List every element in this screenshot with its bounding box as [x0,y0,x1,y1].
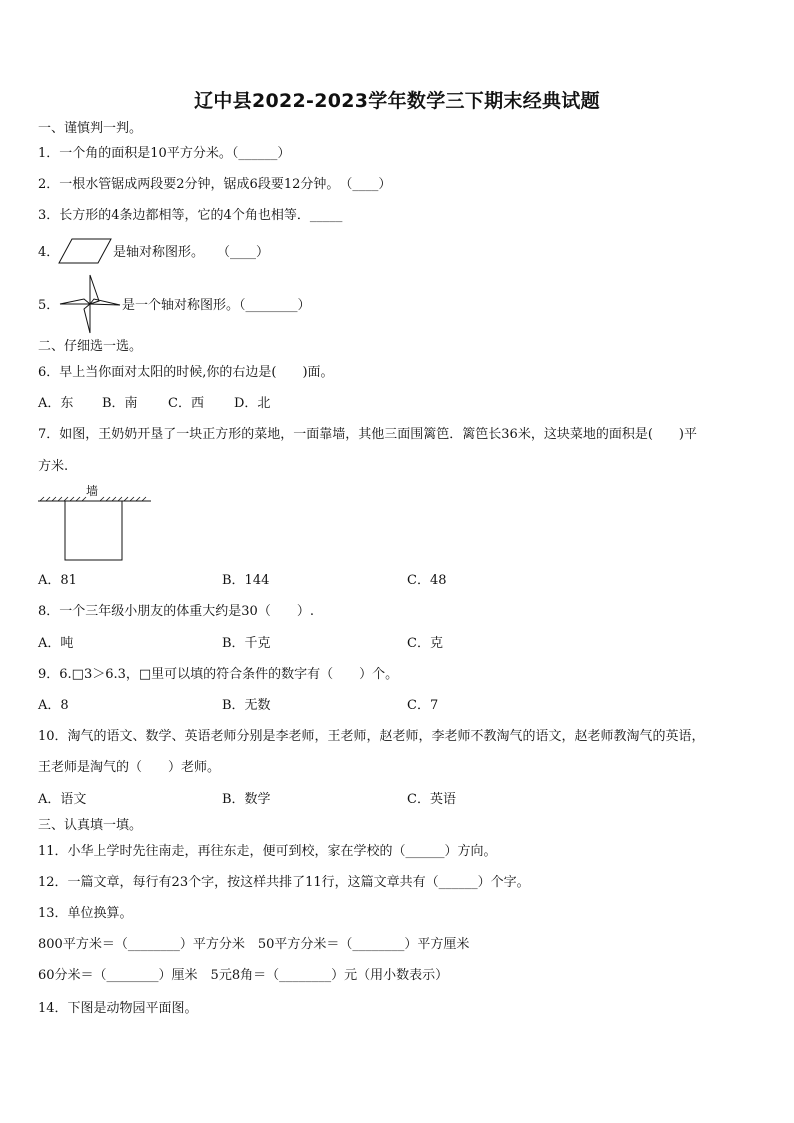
question-14: 14．下图是动物园平面图。 [38,1001,198,1016]
question-4-text: 是轴对称图形。 （____） [113,245,270,260]
section-1-heading: 一、谨慎判一判。 [38,121,143,136]
question-7-line-1: 7．如图，王奶奶开垦了一块正方形的菜地，一面靠墙，其他三面围篱笆．篱笆长36米，这块菜地的面积是( )平 [38,427,697,442]
q9-option-c: C．7 [407,698,439,713]
question-13-line-1: 800平方米＝（________）平方分米 50平方分米＝（________）平方厘米 [38,937,470,952]
parallelogram-figure [58,238,112,264]
q10-option-a: A．语文 [38,792,87,807]
question-3: 3．长方形的4条边都相等，它的4个角也相等．_____ [38,208,343,223]
q8-option-c: C．克 [407,636,443,651]
question-13-line-2: 60分米＝（________）厘米 5元8角＝（________）元（用小数表示） [38,968,449,983]
q8-option-b: B．千克 [222,636,271,651]
question-10-line-1: 10．淘气的语文、数学、英语老师分别是李老师，王老师，赵老师，李老师不教淘气的语文，赵老师教淘气的英语， [38,729,705,744]
q6-option-d: D．北 [234,396,271,411]
q6-option-a: A．东 [38,396,74,411]
page-title: 辽中县2022-2023学年数学三下期末经典试题 [194,90,600,112]
question-5-number: 5． [38,298,60,313]
question-8: 8．一个三年级小朋友的体重大约是30（ ）. [38,604,314,619]
section-3-heading: 三、认真填一填。 [38,818,143,833]
q7-option-b: B．144 [222,573,270,588]
question-10-line-2: 王老师是淘气的（ ）老师。 [38,760,221,775]
q10-option-c: C．英语 [407,792,456,807]
section-2-heading: 二、仔细选一选。 [38,339,143,354]
q6-option-b: B．南 [102,396,138,411]
question-5-text: 是一个轴对称图形。（________） [122,298,311,313]
question-2: 2．一根水管锯成两段要2分钟，锯成6段要12分钟。 （____） [38,177,392,192]
q10-option-b: B．数学 [222,792,271,807]
q9-option-b: B．无数 [222,698,271,713]
question-1: 1．一个角的面积是10平方分米。（______） [38,146,291,161]
q6-option-c: C．西 [168,396,204,411]
question-4-number: 4． [38,245,60,260]
q8-option-a: A．吨 [38,636,74,651]
question-7-line-2: 方米. [38,459,69,474]
q7-option-c: C．48 [407,573,447,588]
wall-label: 墙 [86,484,99,498]
q7-option-a: A．81 [38,573,77,588]
question-6: 6．早上当你面对太阳的时候,你的右边是( )面。 [38,365,334,380]
question-12: 12．一篇文章，每行有23个字，按这样共排了11行，这篇文章共有（______）个字。 [38,875,530,890]
question-9: 9．6.□3＞6.3，□里可以填的符合条件的数字有（ ）个。 [38,667,399,682]
question-13: 13．单位换算。 [38,906,133,921]
question-11: 11．小华上学时先往南走，再往东走，便可到校，家在学校的（______）方向。 [38,844,497,859]
pinwheel-figure [58,273,122,335]
q9-option-a: A．8 [38,698,69,713]
